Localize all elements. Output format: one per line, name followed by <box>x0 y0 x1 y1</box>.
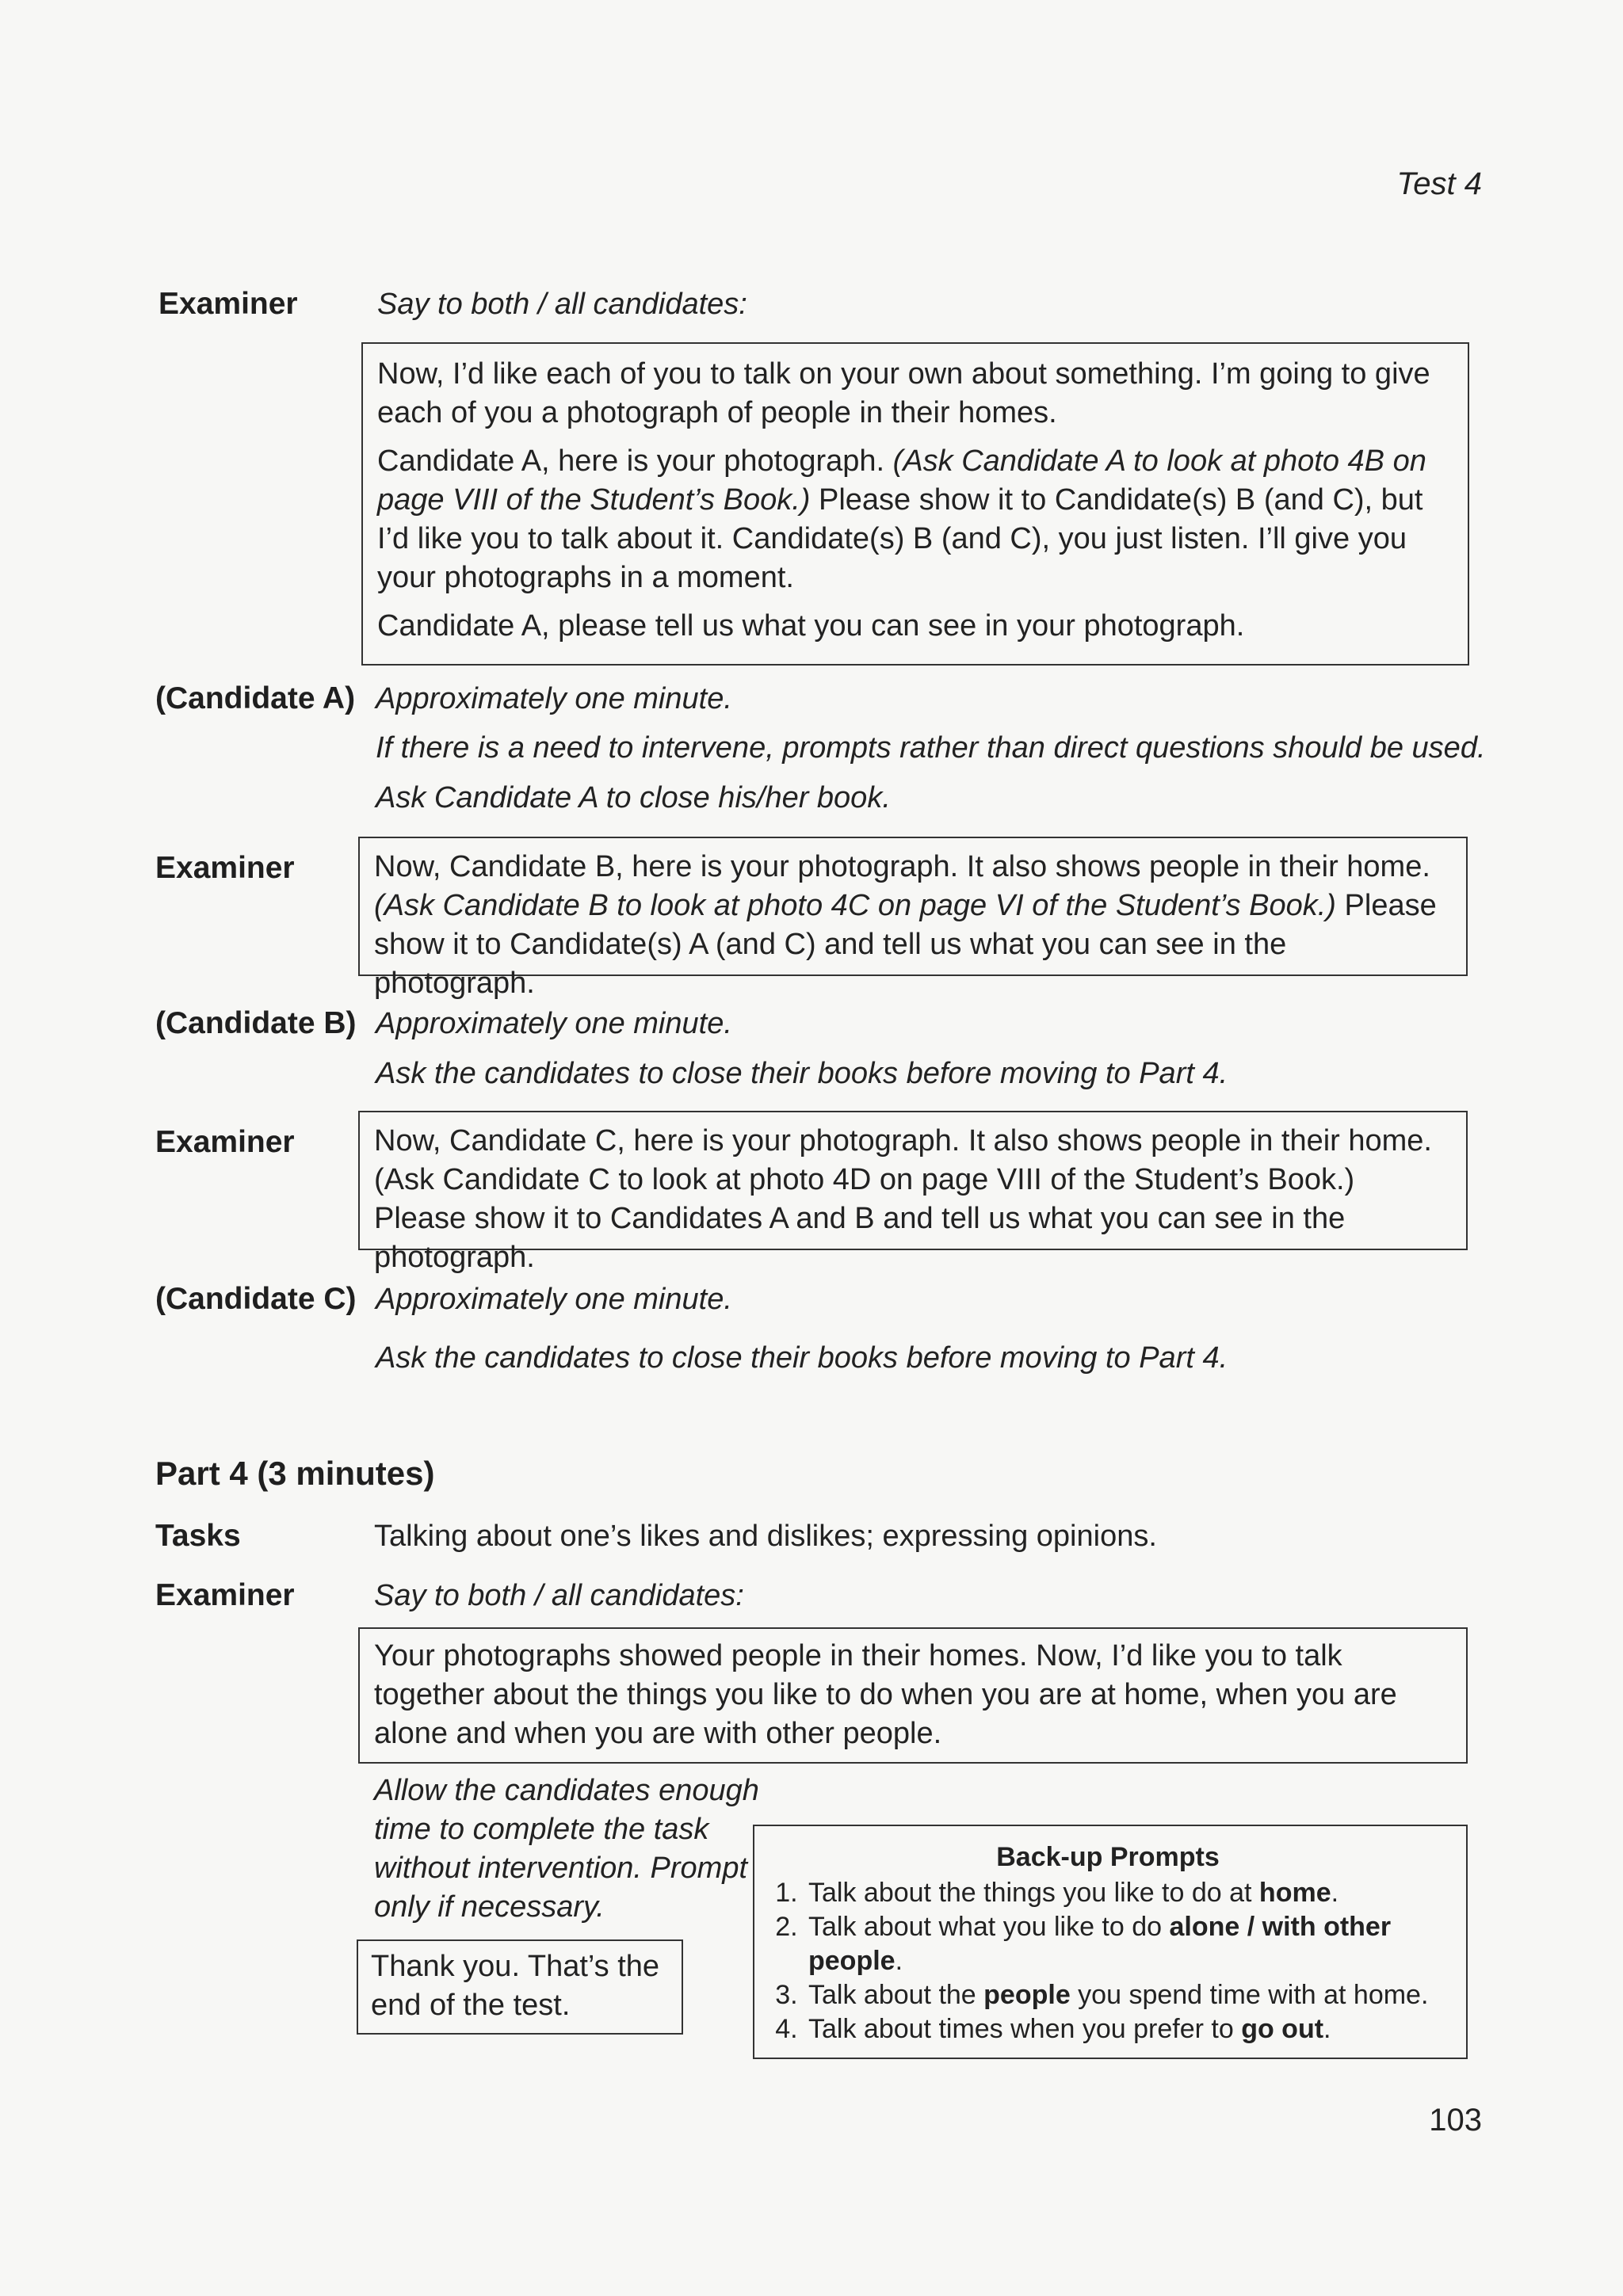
speaker-label-candidate-a: (Candidate A) <box>155 681 356 715</box>
examiner-script-box-2 <box>358 837 1468 1000</box>
prompt-text-end: . <box>1323 2014 1331 2044</box>
script-paragraph-3: Candidate A, please tell us what you can see in your photograph. <box>377 609 1245 643</box>
candidate-a-close-book-note: Ask Candidate A to close his/her book. <box>376 781 891 814</box>
speaker-label-candidate-b: (Candidate B) <box>155 1006 357 1040</box>
prompt-text-end: . <box>1331 1878 1339 1908</box>
speaker-label-examiner-3: Examiner <box>155 1125 295 1159</box>
script-paragraph-1: Now, I’d like each of you to talk on your own about something. I’m going to give each of you a photograph of people in their homes. <box>377 357 1430 429</box>
prompt-text: Talk about the things you like to do at <box>808 1878 1259 1908</box>
candidate-c-close-books-note: Ask the candidates to close their books before moving to Part 4. <box>376 1341 1228 1375</box>
part4-heading: Part 4 (3 minutes) <box>155 1455 435 1492</box>
speaker-label-candidate-c: (Candidate C) <box>155 1282 357 1316</box>
candidate-b-close-books-note: Ask the candidates to close their books before moving to Part 4. <box>376 1057 1228 1090</box>
candidate-c-duration: Approximately one minute. <box>376 1283 732 1316</box>
end-of-test-text: Thank you. That’s the end of the test. <box>371 1950 660 2022</box>
instruction-say-to-all-2: Say to both / all candidates: <box>374 1579 744 1612</box>
backup-prompt-item <box>805 2012 1449 2046</box>
prompt-keyword: alone / with other people <box>808 1912 1392 1976</box>
speaker-label-examiner-4: Examiner <box>155 1578 295 1612</box>
end-of-test-box <box>357 1939 683 2035</box>
examiner-script-box-4 <box>358 1627 1468 1764</box>
running-title: Test 4 <box>1396 166 1482 201</box>
backup-prompt-item <box>805 1978 1449 2012</box>
tasks-label: Tasks <box>155 1519 241 1553</box>
page-number: 103 <box>1429 2103 1482 2138</box>
prompt-text-end: you spend time with at home. <box>1070 1980 1429 2010</box>
speaker-label-examiner-2: Examiner <box>155 851 295 885</box>
prompt-keyword: home <box>1258 1878 1331 1908</box>
backup-prompts-list <box>767 1876 1449 2046</box>
script-p2-rest: Please show it to Candidate(s) B (and C), but I’d like you to talk about it. Candidate(s) B (and C), you just listen. I’ll give you your photographs in a moment. <box>377 483 1423 594</box>
script-c-text: Now, Candidate C, here is your photograph. It also shows people in their home. (Ask Candidate C to look at photo 4D on page VIII of the Student’s Book.) Please show it to Candidates A and B and tell us what you can see in the photograph. <box>374 1124 1432 1274</box>
script-part4-text: Your photographs showed people in their homes. Now, I’d like you to talk together about the things you like to do when you are at home, when you are alone and when you are with other people. <box>374 1639 1397 1750</box>
script-b-lead: Now, Candidate B, here is your photograph. It also shows people in their home. <box>374 850 1430 883</box>
prompt-text: Talk about the <box>808 1980 984 2010</box>
candidate-a-duration: Approximately one minute. <box>376 682 732 715</box>
candidate-b-duration: Approximately one minute. <box>376 1007 732 1040</box>
prompt-text: Talk about times when you prefer to <box>808 2014 1242 2044</box>
script-b-stage-direction: (Ask Candidate B to look at photo 4C on page VI of the Student’s Book.) <box>374 889 1336 922</box>
prompt-keyword: go out <box>1241 2014 1324 2044</box>
allow-time-note: Allow the candidates enough time to complete the task without intervention. Prompt only if necessary. <box>374 1774 759 1924</box>
script-b-rest: Please show it to Candidate(s) A (and C) and tell us what you can see in the photograph. <box>374 889 1437 1000</box>
speaker-label-examiner-1: Examiner <box>158 287 298 321</box>
script-p2-stage-direction: (Ask Candidate A to look at photo 4B on page VIII of the Student’s Book.) <box>377 444 1426 517</box>
backup-prompts-box <box>753 1825 1468 2059</box>
prompt-keyword: people <box>983 1980 1071 2010</box>
backup-prompts-title: Back-up Prompts <box>996 1842 1220 1872</box>
examiner-script-box-3 <box>358 1111 1468 1274</box>
backup-prompt-item <box>805 1910 1449 1978</box>
tasks-description: Talking about one’s likes and dislikes; expressing opinions. <box>374 1520 1157 1553</box>
instruction-say-to-all-1: Say to both / all candidates: <box>377 288 747 321</box>
script-box-2-text <box>374 848 1452 1003</box>
prompt-text-end: . <box>895 1946 903 1976</box>
examiner-script-box-1 <box>361 342 1469 666</box>
prompt-text: Talk about what you like to do <box>808 1912 1170 1942</box>
script-paragraph-2 <box>377 442 1453 597</box>
candidate-a-intervene-note: If there is a need to intervene, prompts rather than direct questions should be used. <box>376 731 1486 765</box>
script-p2-lead: Candidate A, here is your photograph. <box>377 444 885 478</box>
backup-prompt-item <box>805 1876 1449 1910</box>
